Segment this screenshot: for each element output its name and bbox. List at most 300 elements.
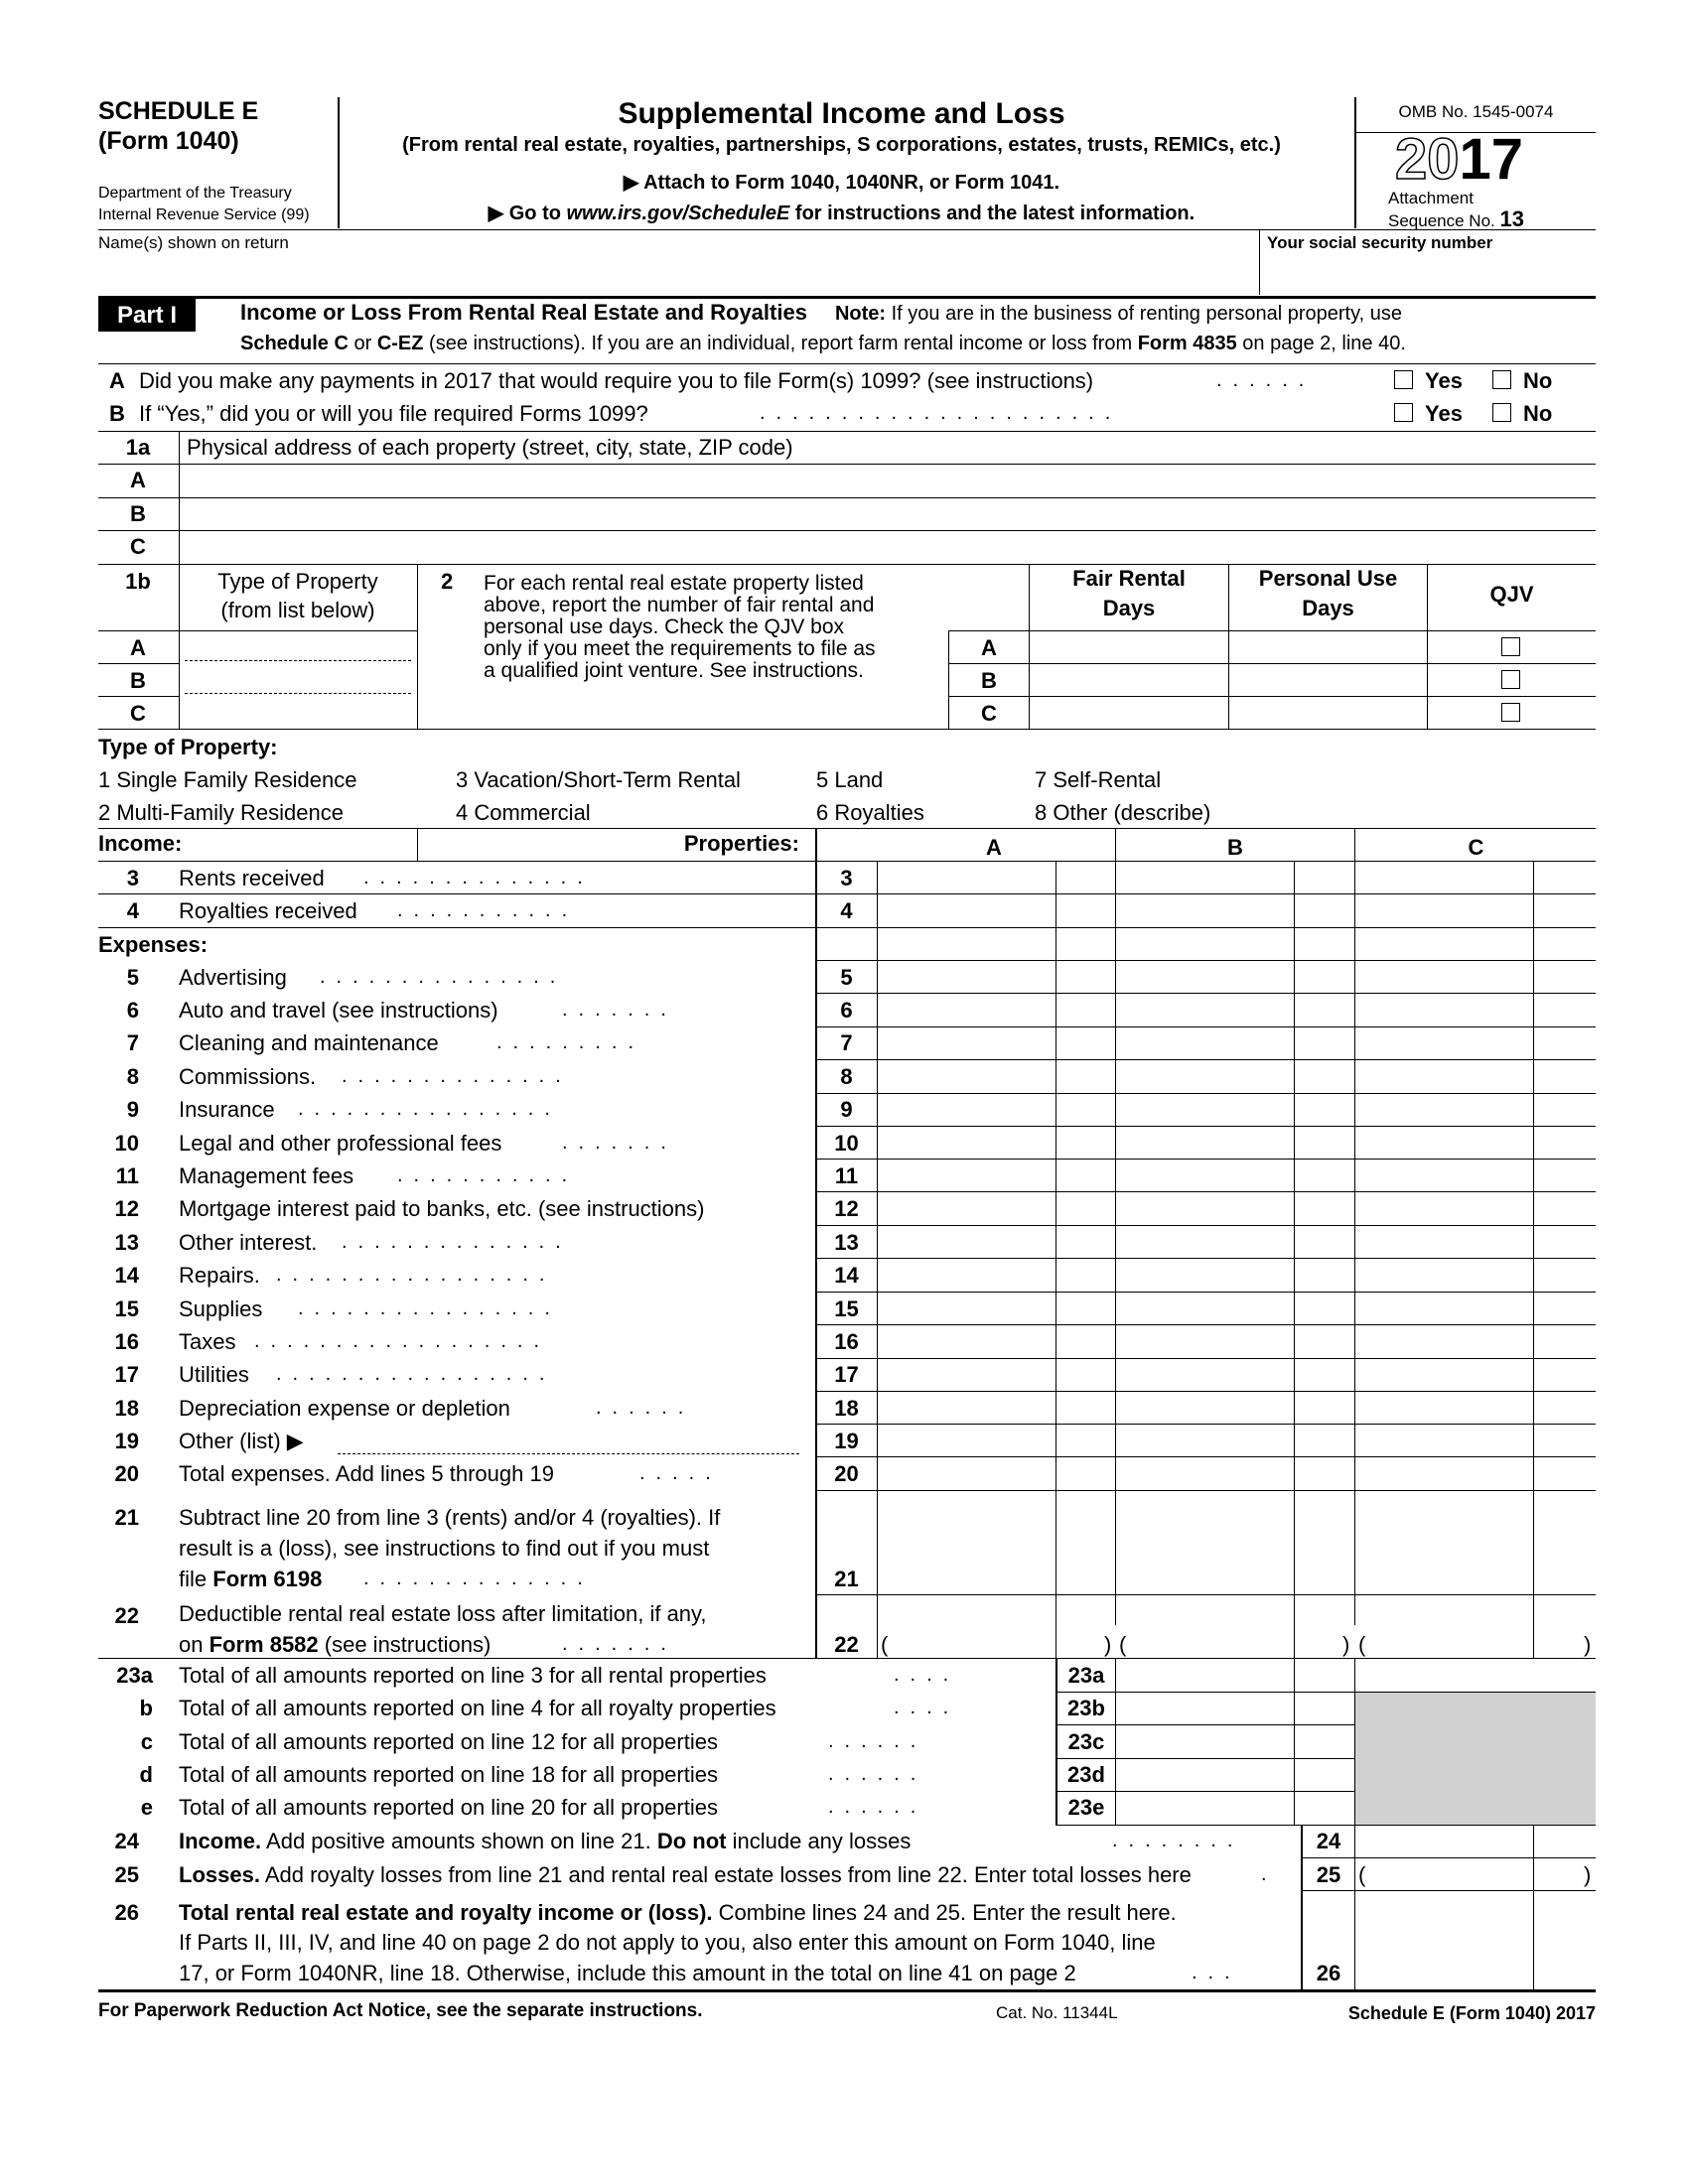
line-23c-label: Total of all amounts reported on line 12 for all properties: [179, 1729, 718, 1754]
income-heading-divider: [417, 828, 418, 861]
line-21-box: 21: [834, 1567, 859, 1591]
schedule-title: SCHEDULE E: [98, 97, 259, 125]
line-23a-label: Total of all amounts reported on line 3 for all rental properties: [179, 1663, 767, 1688]
ssn-label: Your social security number: [1267, 233, 1493, 252]
form-bottom-rule: [98, 1989, 1596, 1992]
line-7-number: 7: [126, 1030, 139, 1055]
type-5: 5 Land: [816, 767, 884, 792]
question-b-yes-label: Yes: [1425, 401, 1463, 426]
line-18-leader: ......: [596, 1397, 695, 1419]
line2-row-b: B: [981, 668, 997, 693]
line-24-income: Income.: [179, 1829, 262, 1853]
line1b-label-2: (from list below): [220, 598, 375, 622]
line1b-b-entry[interactable]: [185, 693, 411, 694]
line-24-text-2: include any losses: [726, 1829, 912, 1853]
line1a-row-c: C: [130, 534, 146, 559]
line-22-text-2: [179, 1632, 491, 1658]
line-6-number: 6: [126, 998, 139, 1023]
line-23e-leader: ......: [828, 1796, 927, 1818]
line-5-rule: [815, 993, 1596, 994]
income-heading: Income:: [98, 831, 183, 856]
question-b-yes-checkbox[interactable]: [1394, 403, 1413, 422]
line-12-label: Mortgage interest paid to banks, etc. (see instructions): [179, 1196, 705, 1221]
line-18-box: 18: [834, 1396, 859, 1421]
line1a-row-b: B: [130, 501, 146, 526]
question-b-no-checkbox[interactable]: [1492, 403, 1511, 422]
line-21-text-3: [179, 1567, 322, 1592]
line-25-losses: Losses.: [179, 1862, 260, 1887]
form-subtitle: (From rental real estate, royalties, partnerships, S corporations, estates, trusts, REMICs, etc.): [402, 134, 1281, 156]
line-4-label: Royalties received: [179, 898, 357, 923]
column-a-header: A: [986, 835, 1002, 860]
line-6-rule: [815, 1026, 1596, 1027]
qjv-b-checkbox[interactable]: [1501, 670, 1520, 689]
line-12-rule: [815, 1225, 1596, 1226]
line-24-label: [179, 1829, 911, 1854]
attachment-label: Attachment: [1388, 189, 1474, 207]
line-26-number: 26: [114, 1900, 139, 1925]
line-5-leader: ...............: [320, 966, 567, 988]
qjv-header: QJV: [1489, 582, 1534, 607]
line-11-rule: [815, 1191, 1596, 1192]
line-7-box: 7: [840, 1030, 853, 1055]
line-25-text: Add royalty losses from line 21 and rental real estate losses from line 22. Enter total losses here: [259, 1862, 1192, 1887]
line2-text-3: personal use days. Check the QJV box: [484, 615, 845, 638]
personal-use-header-1: Personal Use: [1258, 566, 1398, 591]
line-22-c-close: ): [1584, 1632, 1592, 1657]
part1-top-rule: [98, 296, 1596, 299]
line-19-other-entry[interactable]: [338, 1453, 799, 1454]
line-25-close: ): [1584, 1862, 1592, 1887]
line-6-label: Auto and travel (see instructions): [179, 998, 498, 1023]
line-26-text-1: [179, 1900, 1177, 1926]
part1-badge: Part I: [98, 299, 196, 332]
line-10-rule: [815, 1159, 1596, 1160]
line-16-leader: ..................: [254, 1330, 551, 1352]
fair-rental-b-field[interactable]: [1033, 665, 1225, 694]
line-25-label: [179, 1862, 1192, 1888]
line-24-text: Add positive amounts shown on line 21.: [261, 1829, 657, 1853]
line-23d-label: Total of all amounts reported on line 18 for all properties: [179, 1762, 718, 1787]
line-23e-number: e: [140, 1795, 153, 1820]
type-4: 4 Commercial: [456, 800, 591, 825]
question-b-text: If “Yes,” did you or will you file required Forms 1099?: [139, 401, 648, 426]
header-divider-left: [338, 97, 340, 228]
line-25-leader: .: [1261, 1863, 1278, 1885]
line-3-leader: ..............: [363, 867, 594, 888]
line1b-row-rule-a: [98, 663, 180, 664]
line-18-number: 18: [114, 1396, 139, 1421]
line1a-rule-3: [98, 564, 1596, 565]
expenses-heading: Expenses:: [98, 932, 209, 957]
line-23b-number: b: [139, 1696, 153, 1720]
note-farm-text: (see instructions). If you are an individual, report farm rental income or loss from: [423, 333, 1138, 354]
line1b-left-divider: [179, 564, 180, 729]
personal-use-header-2: Days: [1302, 596, 1354, 620]
header-divider-right: [1354, 97, 1356, 228]
line-7-rule: [815, 1059, 1596, 1060]
line-17-label: Utilities: [179, 1362, 249, 1387]
line-22-b-open: (: [1119, 1632, 1127, 1657]
line-10-leader: .......: [562, 1132, 677, 1154]
line-23a-leader: ....: [894, 1664, 960, 1686]
line-15-label: Supplies: [179, 1297, 263, 1321]
line-23d-leader: ......: [828, 1763, 927, 1785]
fair-rental-header-2: Days: [1102, 596, 1156, 620]
personal-use-b-field[interactable]: [1231, 665, 1424, 694]
line-3-label: Rents received: [179, 866, 325, 890]
line-23e-box: 23e: [1067, 1795, 1105, 1820]
personal-use-c-field[interactable]: [1231, 698, 1424, 727]
line-26-title: Total rental real estate and royalty income or (loss).: [179, 1900, 713, 1925]
income-top-rule: [98, 828, 1596, 829]
grid-col-a-left: [877, 861, 878, 1658]
line-18-rule: [815, 1424, 1596, 1425]
footer-paperwork: For Paperwork Reduction Act Notice, see the separate instructions.: [98, 2000, 703, 2021]
line-26-text-3: 17, or Form 1040NR, line 18. Otherwise, include this amount in the total on line 41 on page 2: [179, 1961, 1076, 1985]
address-c-field[interactable]: [184, 532, 1594, 562]
column-c-header: C: [1468, 835, 1484, 860]
line-11-leader: ...........: [397, 1164, 579, 1186]
omb-number: OMB No. 1545-0074: [1398, 102, 1554, 121]
line-23c-rule: [1055, 1758, 1355, 1759]
line1a-rule-2: [98, 530, 1596, 531]
line2-header-rule: [948, 630, 1596, 631]
line-15-number: 15: [114, 1297, 139, 1321]
question-a-text: Did you make any payments in 2017 that would require you to file Form(s) 1099? (see instructions): [139, 368, 1094, 393]
grid-col-b-left: [1115, 828, 1116, 1625]
line-23a-number: 23a: [116, 1663, 153, 1688]
line-23c-number: c: [140, 1729, 153, 1754]
line-16-number: 16: [114, 1329, 139, 1354]
line-16-box: 16: [834, 1329, 859, 1354]
line-17-box: 17: [834, 1362, 859, 1387]
line-16-label: Taxes: [179, 1329, 236, 1354]
line-14-leader: .................: [276, 1264, 556, 1286]
line2-rule-a: [948, 663, 1596, 664]
note-or: or: [348, 333, 377, 354]
note-form-4835: Form 4835: [1137, 333, 1237, 354]
line-22-a-open: (: [881, 1632, 889, 1657]
line-13-label: Other interest.: [179, 1230, 318, 1255]
line-8-box: 8: [840, 1064, 853, 1089]
line-23-box-right: [1115, 1658, 1116, 1825]
line-19-number: 19: [114, 1429, 139, 1453]
line-8-label: Commissions.: [179, 1064, 317, 1089]
line-10-label: Legal and other professional fees: [179, 1131, 502, 1156]
sequence-text: Sequence No.: [1388, 211, 1500, 230]
attach-instruction: ▶ Attach to Form 1040, 1040NR, or Form 1041.: [623, 172, 1060, 194]
goto-link[interactable]: www.irs.gov/ScheduleE: [566, 203, 790, 224]
line1b-row-b: B: [130, 668, 146, 693]
line-10-box: 10: [834, 1131, 859, 1156]
line-26-leader: ...: [1192, 1962, 1241, 1983]
line-23b-box: 23b: [1067, 1696, 1105, 1720]
line-14-label: Repairs.: [179, 1263, 260, 1288]
line-22-leader: .......: [562, 1633, 677, 1655]
note-schedule-c: Schedule C: [240, 333, 349, 354]
ssn-field[interactable]: [1263, 254, 1594, 292]
line-25-rule: [1301, 1890, 1596, 1891]
part1-note-line2: [240, 333, 1406, 355]
line-26-box: 26: [1316, 1961, 1341, 1985]
part1-note-text: If you are in the business of renting personal property, use: [886, 303, 1402, 325]
line-24-number: 24: [114, 1829, 139, 1853]
footer-form-id: Schedule E (Form 1040) 2017: [1347, 2003, 1596, 2023]
line-23d-rule: [1055, 1791, 1355, 1792]
line-21-number: 21: [114, 1505, 139, 1530]
part1-note-label: Note:: [834, 303, 887, 325]
qjv-a-checkbox[interactable]: [1501, 637, 1520, 656]
line-3-box: 3: [840, 866, 853, 890]
line-9-label: Insurance: [179, 1097, 275, 1122]
line-20-number: 20: [114, 1461, 139, 1486]
line-13-number: 13: [114, 1230, 139, 1255]
question-a-leader: ......: [1216, 369, 1316, 391]
line-23c-box: 23c: [1067, 1729, 1105, 1754]
line-10-number: 10: [114, 1131, 139, 1156]
line-23a-rule: [1055, 1692, 1596, 1693]
line-4-number: 4: [126, 898, 139, 923]
line-6-leader: .......: [562, 999, 677, 1021]
line-5-box: 5: [840, 965, 853, 990]
line-13-rule: [815, 1258, 1596, 1259]
line-11-number: 11: [115, 1163, 139, 1188]
line-22-box: 22: [834, 1632, 859, 1657]
line-25-box: 25: [1316, 1862, 1341, 1887]
other-describe-field[interactable]: [1246, 800, 1594, 826]
question-a-no-checkbox[interactable]: [1492, 370, 1511, 389]
question-b-leader: ......................: [760, 402, 1122, 424]
type-6: 6 Royalties: [816, 800, 924, 825]
line-6-box: 6: [840, 998, 853, 1023]
line1b-label-1: Type of Property: [217, 569, 378, 594]
line2-rule-b: [948, 696, 1596, 697]
line-15-rule: [815, 1324, 1596, 1325]
line-21-file: file: [179, 1567, 213, 1591]
line-8-rule: [815, 1093, 1596, 1094]
tax-year: [1395, 125, 1523, 195]
line-17-leader: .................: [276, 1363, 556, 1385]
line2-row-c: C: [981, 701, 997, 726]
line-23e-rule: [1055, 1825, 1596, 1826]
line-4-box: 4: [840, 898, 853, 923]
qjv-c-checkbox[interactable]: [1501, 703, 1520, 722]
line-11-label: Management fees: [179, 1163, 354, 1188]
form-number: (Form 1040): [98, 127, 239, 155]
line-14-rule: [815, 1292, 1596, 1293]
question-a-yes-checkbox[interactable]: [1394, 370, 1413, 389]
line-17-rule: [815, 1391, 1596, 1392]
line1a-number: 1a: [125, 435, 151, 460]
name-field[interactable]: [98, 254, 1255, 292]
line2-text-5: a qualified joint venture. See instructions.: [484, 659, 864, 682]
line-24-cents: [1533, 1825, 1534, 1989]
grid-col-a-cents: [1055, 861, 1056, 1658]
line-21-rule: [815, 1594, 1596, 1595]
line-18-label: Depreciation expense or depletion: [179, 1396, 510, 1421]
type-8: 8 Other (describe): [1035, 800, 1211, 825]
line-24-leader: ........: [1112, 1830, 1244, 1851]
line-12-box: 12: [834, 1196, 859, 1221]
line-23b-label: Total of all amounts reported on line 4 for all royalty properties: [179, 1696, 776, 1720]
line-20-rule: [815, 1490, 1596, 1491]
line1b-a-entry[interactable]: [185, 660, 411, 661]
line-22-a-close: ): [1104, 1632, 1112, 1657]
line-19-label: Other (list) ▶: [179, 1429, 304, 1453]
line2-row-a: A: [981, 635, 997, 660]
properties-label: Properties:: [683, 831, 799, 856]
irs-label: Internal Revenue Service (99): [98, 206, 310, 223]
part1-note-rule: [98, 363, 1596, 364]
fair-rental-c-field[interactable]: [1033, 698, 1225, 727]
line-15-leader: ................: [298, 1297, 561, 1319]
line-21-text-1: Subtract line 20 from line 3 (rents) and/or 4 (royalties). If: [179, 1505, 721, 1530]
line-20-box: 20: [834, 1461, 859, 1486]
type-heading: Type of Property:: [98, 735, 278, 759]
line-19-rule: [815, 1456, 1596, 1457]
personal-use-a-field[interactable]: [1231, 632, 1424, 661]
line-23a-box: 23a: [1067, 1663, 1105, 1688]
line-22-rule: [98, 1658, 1596, 1659]
line-8-leader: ..............: [342, 1065, 572, 1087]
line-8-number: 8: [126, 1064, 139, 1089]
line-25-number: 25: [114, 1862, 139, 1887]
line-16-rule: [815, 1358, 1596, 1359]
line1b-row-rule-b: [98, 696, 180, 697]
grid-col-c-cents: [1533, 861, 1534, 1658]
sequence-number: 13: [1499, 206, 1524, 231]
line-15-box: 15: [834, 1297, 859, 1321]
line-23d-box: 23d: [1067, 1762, 1105, 1787]
tax-year-bold: 17: [1459, 127, 1524, 192]
line-9-rule: [815, 1126, 1596, 1127]
line-25-open: (: [1358, 1862, 1366, 1887]
line-20-label: Total expenses. Add lines 5 through 19: [179, 1461, 554, 1486]
line1b-c-entry[interactable]: [185, 699, 411, 727]
line-26-combine: Combine lines 24 and 25. Enter the result here.: [712, 1900, 1177, 1925]
line-11-box: 11: [834, 1163, 859, 1188]
line-3-number: 3: [126, 866, 139, 890]
fair-rental-header-1: Fair Rental: [1072, 566, 1186, 591]
line-13-leader: ..............: [342, 1231, 572, 1253]
line-24-box: 24: [1316, 1829, 1341, 1853]
line-24-do-not: Do not: [656, 1829, 727, 1853]
grid-col-c-left: [1354, 828, 1355, 1625]
line1b-row-c: C: [130, 701, 146, 726]
line-12-number: 12: [114, 1196, 139, 1221]
line-17-number: 17: [114, 1362, 139, 1387]
line1a-rule-0: [98, 464, 1596, 465]
question-a-yes-label: Yes: [1425, 368, 1463, 393]
line1a-rule-1: [98, 497, 1596, 498]
questions-bottom-rule: [98, 431, 1596, 432]
income-heading-bottom: [98, 861, 815, 862]
form-title: Supplemental Income and Loss: [618, 97, 1065, 130]
line-14-box: 14: [834, 1263, 859, 1288]
column-b-header: B: [1227, 835, 1243, 860]
part1-title: Income or Loss From Rental Real Estate and Royalties: [240, 300, 807, 325]
line1a-row-a: A: [130, 468, 146, 492]
line-13-box: 13: [834, 1230, 859, 1255]
address-a-field[interactable]: [184, 466, 1594, 495]
line1b-header-rule: [98, 630, 418, 631]
line-23b-leader: ....: [894, 1697, 960, 1718]
line-23b-rule: [1055, 1724, 1355, 1725]
names-label: Name(s) shown on return: [98, 233, 289, 252]
line2-text-2: above, report the number of fair rental and: [484, 594, 875, 616]
footer-cat-number: Cat. No. 11344L: [996, 2003, 1118, 2022]
line-14-number: 14: [114, 1263, 139, 1288]
column-header-bottom: [815, 861, 1596, 862]
line-4-rule: [98, 927, 1596, 928]
line1a-label: Physical address of each property (street, city, state, ZIP code): [187, 435, 793, 460]
line-23-cents: [1294, 1658, 1295, 1825]
line-5-number: 5: [126, 965, 139, 990]
line-23e-label: Total of all amounts reported on line 20 for all properties: [179, 1795, 718, 1820]
question-a-letter: A: [109, 368, 125, 393]
line-20-leader: .....: [639, 1462, 722, 1484]
line2-bottom-rule: [98, 729, 1596, 730]
goto-suffix: for instructions and the latest information.: [789, 203, 1196, 224]
tax-year-outline: 20: [1395, 127, 1460, 192]
line-22-c-open: (: [1358, 1632, 1366, 1657]
question-a-no-label: No: [1523, 368, 1553, 393]
line-23-shaded-area: [1355, 1692, 1596, 1825]
line-22-text-1: Deductible rental real estate loss after limitation, if any,: [179, 1601, 707, 1626]
line-22-b-close: ): [1342, 1632, 1350, 1657]
department-label: Department of the Treasury: [98, 185, 292, 202]
line-22-see: (see instructions): [318, 1632, 492, 1657]
line-24-rule: [1301, 1857, 1596, 1858]
type-7: 7 Self-Rental: [1035, 767, 1162, 792]
type-3: 3 Vacation/Short-Term Rental: [456, 767, 741, 792]
question-b-no-label: No: [1523, 401, 1553, 426]
line-9-number: 9: [126, 1097, 139, 1122]
question-b-letter: B: [109, 401, 125, 426]
line-21-form-6198: Form 6198: [212, 1567, 323, 1591]
line1b-number: 1b: [125, 569, 151, 594]
line1b-right-divider: [417, 564, 418, 729]
note-c-ez: C-EZ: [376, 333, 424, 354]
part1-heading: [240, 300, 1402, 326]
line-21-text-2: result is a (loss), see instructions to find out if you must: [179, 1536, 710, 1561]
line-19-box: 19: [834, 1429, 859, 1453]
line-3-rule: [98, 893, 1596, 894]
line-5-label: Advertising: [179, 965, 287, 990]
goto-instruction: [343, 201, 1340, 225]
line2-text-4: only if you meet the requirements to file as: [484, 637, 876, 660]
line-23d-number: d: [139, 1762, 153, 1787]
line-7-label: Cleaning and maintenance: [179, 1030, 439, 1055]
line-4-leader: ...........: [397, 899, 579, 921]
address-b-field[interactable]: [184, 499, 1594, 529]
type-2: 2 Multi-Family Residence: [98, 800, 344, 825]
type-1: 1 Single Family Residence: [98, 767, 357, 792]
line-23c-leader: ......: [828, 1730, 927, 1752]
header-bottom-rule: [98, 229, 1596, 230]
line-7-leader: .........: [496, 1031, 645, 1053]
fair-rental-a-field[interactable]: [1033, 632, 1225, 661]
line2-number: 2: [441, 569, 454, 594]
line1b-row-a: A: [130, 635, 146, 660]
line-22-number: 22: [114, 1603, 139, 1628]
line-21-leader: ..............: [363, 1568, 594, 1589]
line-26-text-2: If Parts II, III, IV, and line 40 on page 2 do not apply to you, also enter this amount on Form 1040, line: [179, 1930, 1156, 1955]
goto-prefix: ▶ Go to: [488, 203, 567, 224]
ssn-divider: [1259, 229, 1260, 295]
line-22-on: on: [179, 1632, 210, 1657]
